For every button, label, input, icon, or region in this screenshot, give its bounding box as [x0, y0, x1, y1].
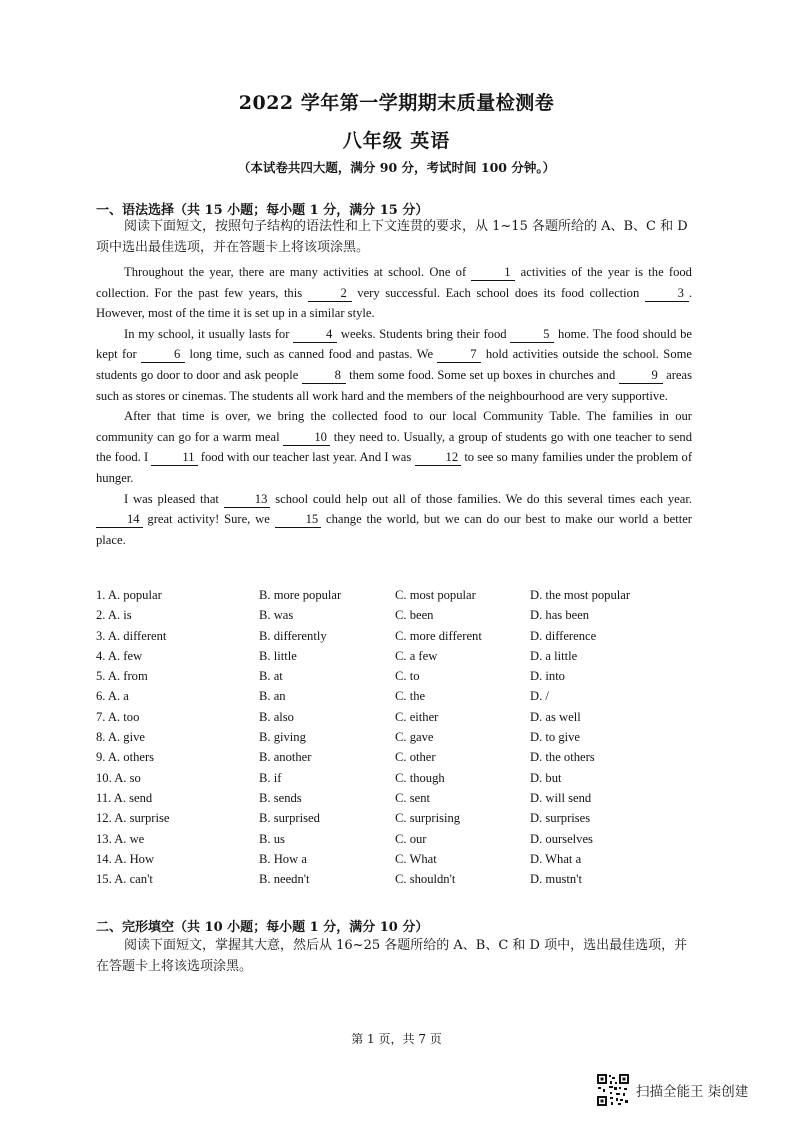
option-row	[96, 608, 696, 628]
option-d: D. has been	[530, 608, 590, 623]
option-row	[96, 771, 696, 791]
option-b: B. giving	[259, 730, 306, 745]
passage-text: home. The food should be kept for	[96, 326, 692, 362]
option-a: 1. A. popular	[96, 588, 162, 602]
option-c: C. surprising	[395, 811, 461, 826]
option-d: D. What a	[530, 851, 582, 866]
passage-text: Throughout the year, there are many activities at school. One of	[124, 265, 467, 279]
passage-text: change the world, but we can do our best to make our world a better place.	[96, 512, 693, 547]
exam-note: （本试卷共四大题，满分 90 分，考试时间 100 分钟。）	[237, 160, 556, 175]
option-b: B. needn't	[259, 872, 310, 887]
option-a: 6. A. a	[96, 689, 129, 704]
passage-paragraph	[96, 406, 692, 488]
passage-paragraph	[96, 489, 692, 551]
option-row	[96, 588, 696, 608]
option-c: C. a few	[395, 648, 438, 663]
passage-text: I was pleased that	[124, 491, 219, 506]
option-c: C. though	[395, 770, 445, 785]
option-d: D. the others	[530, 750, 595, 765]
blank-14: 14	[96, 512, 143, 528]
option-c: C. most popular	[395, 588, 476, 602]
option-c: C. our	[395, 831, 427, 846]
option-b: B. an	[259, 689, 286, 704]
blank-6: 6	[141, 347, 185, 363]
option-row	[96, 730, 696, 750]
passage-text: hold activities outside the school. Some students go door to door and ask people	[96, 347, 692, 382]
section2-heading: 二、完形填空（共 10 小题；每小题 1 分，满分 10 分）	[96, 920, 429, 935]
option-a: 2. A. is	[96, 608, 132, 623]
option-a: 10. A. so	[96, 770, 141, 785]
option-d: D. the most popular	[530, 588, 631, 602]
option-c: C. more different	[395, 628, 482, 643]
option-b: B. another	[259, 750, 312, 765]
option-c: C. other	[395, 750, 436, 765]
section2-instruction: 阅读下面短文，掌握其大意，然后从 16~25 各题所给的 A、B、C 和 D 项中，选出最佳选项，并在答题卡上将该选项涂黑。	[96, 938, 688, 974]
section1-heading: 一、语法选择（共 15 小题；每小题 1 分，满分 15 分）	[96, 203, 429, 218]
option-row	[96, 689, 696, 709]
option-a: 8. A. give	[96, 730, 145, 745]
passage-text: activities of the year is the food collection. For the past few years, this	[96, 265, 692, 300]
blank-4: 4	[293, 327, 337, 343]
blank-11: 11	[151, 450, 197, 466]
option-a: 15. A. can't	[96, 872, 153, 887]
passage-paragraph	[96, 262, 692, 324]
option-a: 4. A. few	[96, 648, 143, 663]
blank-7: 7	[437, 347, 481, 363]
option-row	[96, 811, 696, 831]
option-d: D. difference	[530, 628, 597, 643]
option-b: B. more popular	[259, 588, 342, 602]
option-b: B. surprised	[259, 811, 320, 826]
option-a: 3. A. different	[96, 628, 167, 643]
option-row	[96, 852, 696, 872]
option-d: D. to give	[530, 730, 581, 745]
option-row	[96, 649, 696, 669]
option-a: 11. A. send	[96, 790, 153, 805]
passage-text: weeks. Students bring their food	[340, 326, 507, 341]
option-row	[96, 791, 696, 811]
passage-text: areas such as stores or cinemas. The students all work hard and the members of the neighbourhood are very supportive.	[96, 367, 692, 403]
option-c: C. been	[395, 608, 434, 623]
blank-15: 15	[275, 512, 322, 528]
qr-code-icon	[596, 1073, 630, 1107]
option-d: D. a little	[530, 648, 578, 663]
option-b: B. was	[259, 608, 294, 623]
option-row	[96, 629, 696, 649]
blank-3: 3	[645, 286, 689, 302]
option-b: B. differently	[259, 628, 327, 643]
option-row	[96, 832, 696, 852]
section1-instruction: 阅读下面短文，按照句子结构的语法性和上下文连贯的要求，从 1~15 各题所给的 A、B、C 和 D 项中选出最佳选项，并在答题卡上将该项涂黑。	[96, 219, 688, 255]
option-row	[96, 750, 696, 770]
option-d: D. ourselves	[530, 831, 593, 846]
option-d: D. surprises	[530, 811, 591, 826]
passage-paragraph	[96, 324, 692, 406]
option-a: 5. A. from	[96, 669, 148, 684]
blank-9: 9	[619, 368, 663, 384]
exam-title: 2022 学年第一学期期末质量检测卷	[238, 92, 555, 114]
option-c: C. sent	[395, 790, 430, 805]
blank-12: 12	[415, 450, 462, 466]
option-a: 14. A. How	[96, 851, 155, 866]
option-d: D. /	[530, 689, 549, 704]
blank-5: 5	[510, 327, 554, 343]
option-a: 12. A. surprise	[96, 811, 170, 826]
passage-text: After that time is over, we bring the collected food to our local Community Table. The families in our community can go for a warm meal	[96, 409, 692, 444]
passage-text: very successful. Each school does its food collection	[357, 285, 640, 300]
blank-1: 1	[471, 265, 515, 281]
option-b: B. also	[259, 709, 294, 724]
option-c: C. What	[395, 851, 437, 866]
option-c: C. the	[395, 689, 426, 704]
option-b: B. little	[259, 648, 297, 663]
scanner-watermark: 扫描全能王 柒创建	[636, 1084, 749, 1100]
option-c: C. to	[395, 669, 420, 684]
option-b: B. if	[259, 770, 282, 785]
passage-text: them some food. Some set up boxes in churches and	[349, 367, 616, 382]
option-a: 9. A. others	[96, 750, 155, 765]
option-row	[96, 669, 696, 689]
passage-text: they need to. Usually, a group of students go with one teacher to send the food. I	[96, 429, 693, 465]
blank-10: 10	[283, 430, 330, 446]
option-row	[96, 710, 696, 730]
option-d: D. mustn't	[530, 872, 582, 887]
blank-13: 13	[224, 492, 271, 508]
blank-8: 8	[302, 368, 346, 384]
passage-text: In my school, it usually lasts for	[124, 326, 290, 341]
option-a: 13. A. we	[96, 831, 145, 846]
option-b: B. sends	[259, 790, 302, 805]
option-a: 7. A. too	[96, 709, 140, 724]
options-list	[96, 588, 696, 892]
option-b: B. at	[259, 669, 283, 684]
option-row	[96, 872, 696, 892]
passage-text: school could help out all of those families. We do this several times each year.	[275, 491, 692, 506]
passage-text: to see so many families under the problem of hunger.	[96, 450, 693, 485]
option-d: D. as well	[530, 709, 581, 724]
option-c: C. either	[395, 709, 439, 724]
option-c: C. shouldn't	[395, 872, 456, 887]
passage-text: . However, most of the time it is set up in a similar style.	[96, 285, 692, 321]
option-d: D. will send	[530, 790, 592, 805]
option-b: B. How a	[259, 851, 307, 866]
exam-subtitle: 八年级 英语	[342, 130, 451, 152]
blank-2: 2	[308, 286, 352, 302]
option-b: B. us	[259, 831, 285, 846]
option-d: D. but	[530, 770, 562, 785]
passage-text: long time, such as canned food and pastas. We	[189, 347, 434, 362]
grammar-passage	[96, 262, 692, 550]
option-c: C. gave	[395, 730, 434, 745]
passage-text: food with our teacher last year. And I was	[200, 450, 412, 465]
option-d: D. into	[530, 669, 565, 684]
passage-text: great activity! Sure, we	[147, 512, 270, 527]
page-number: 第 1 页，共 7 页	[351, 1032, 442, 1046]
